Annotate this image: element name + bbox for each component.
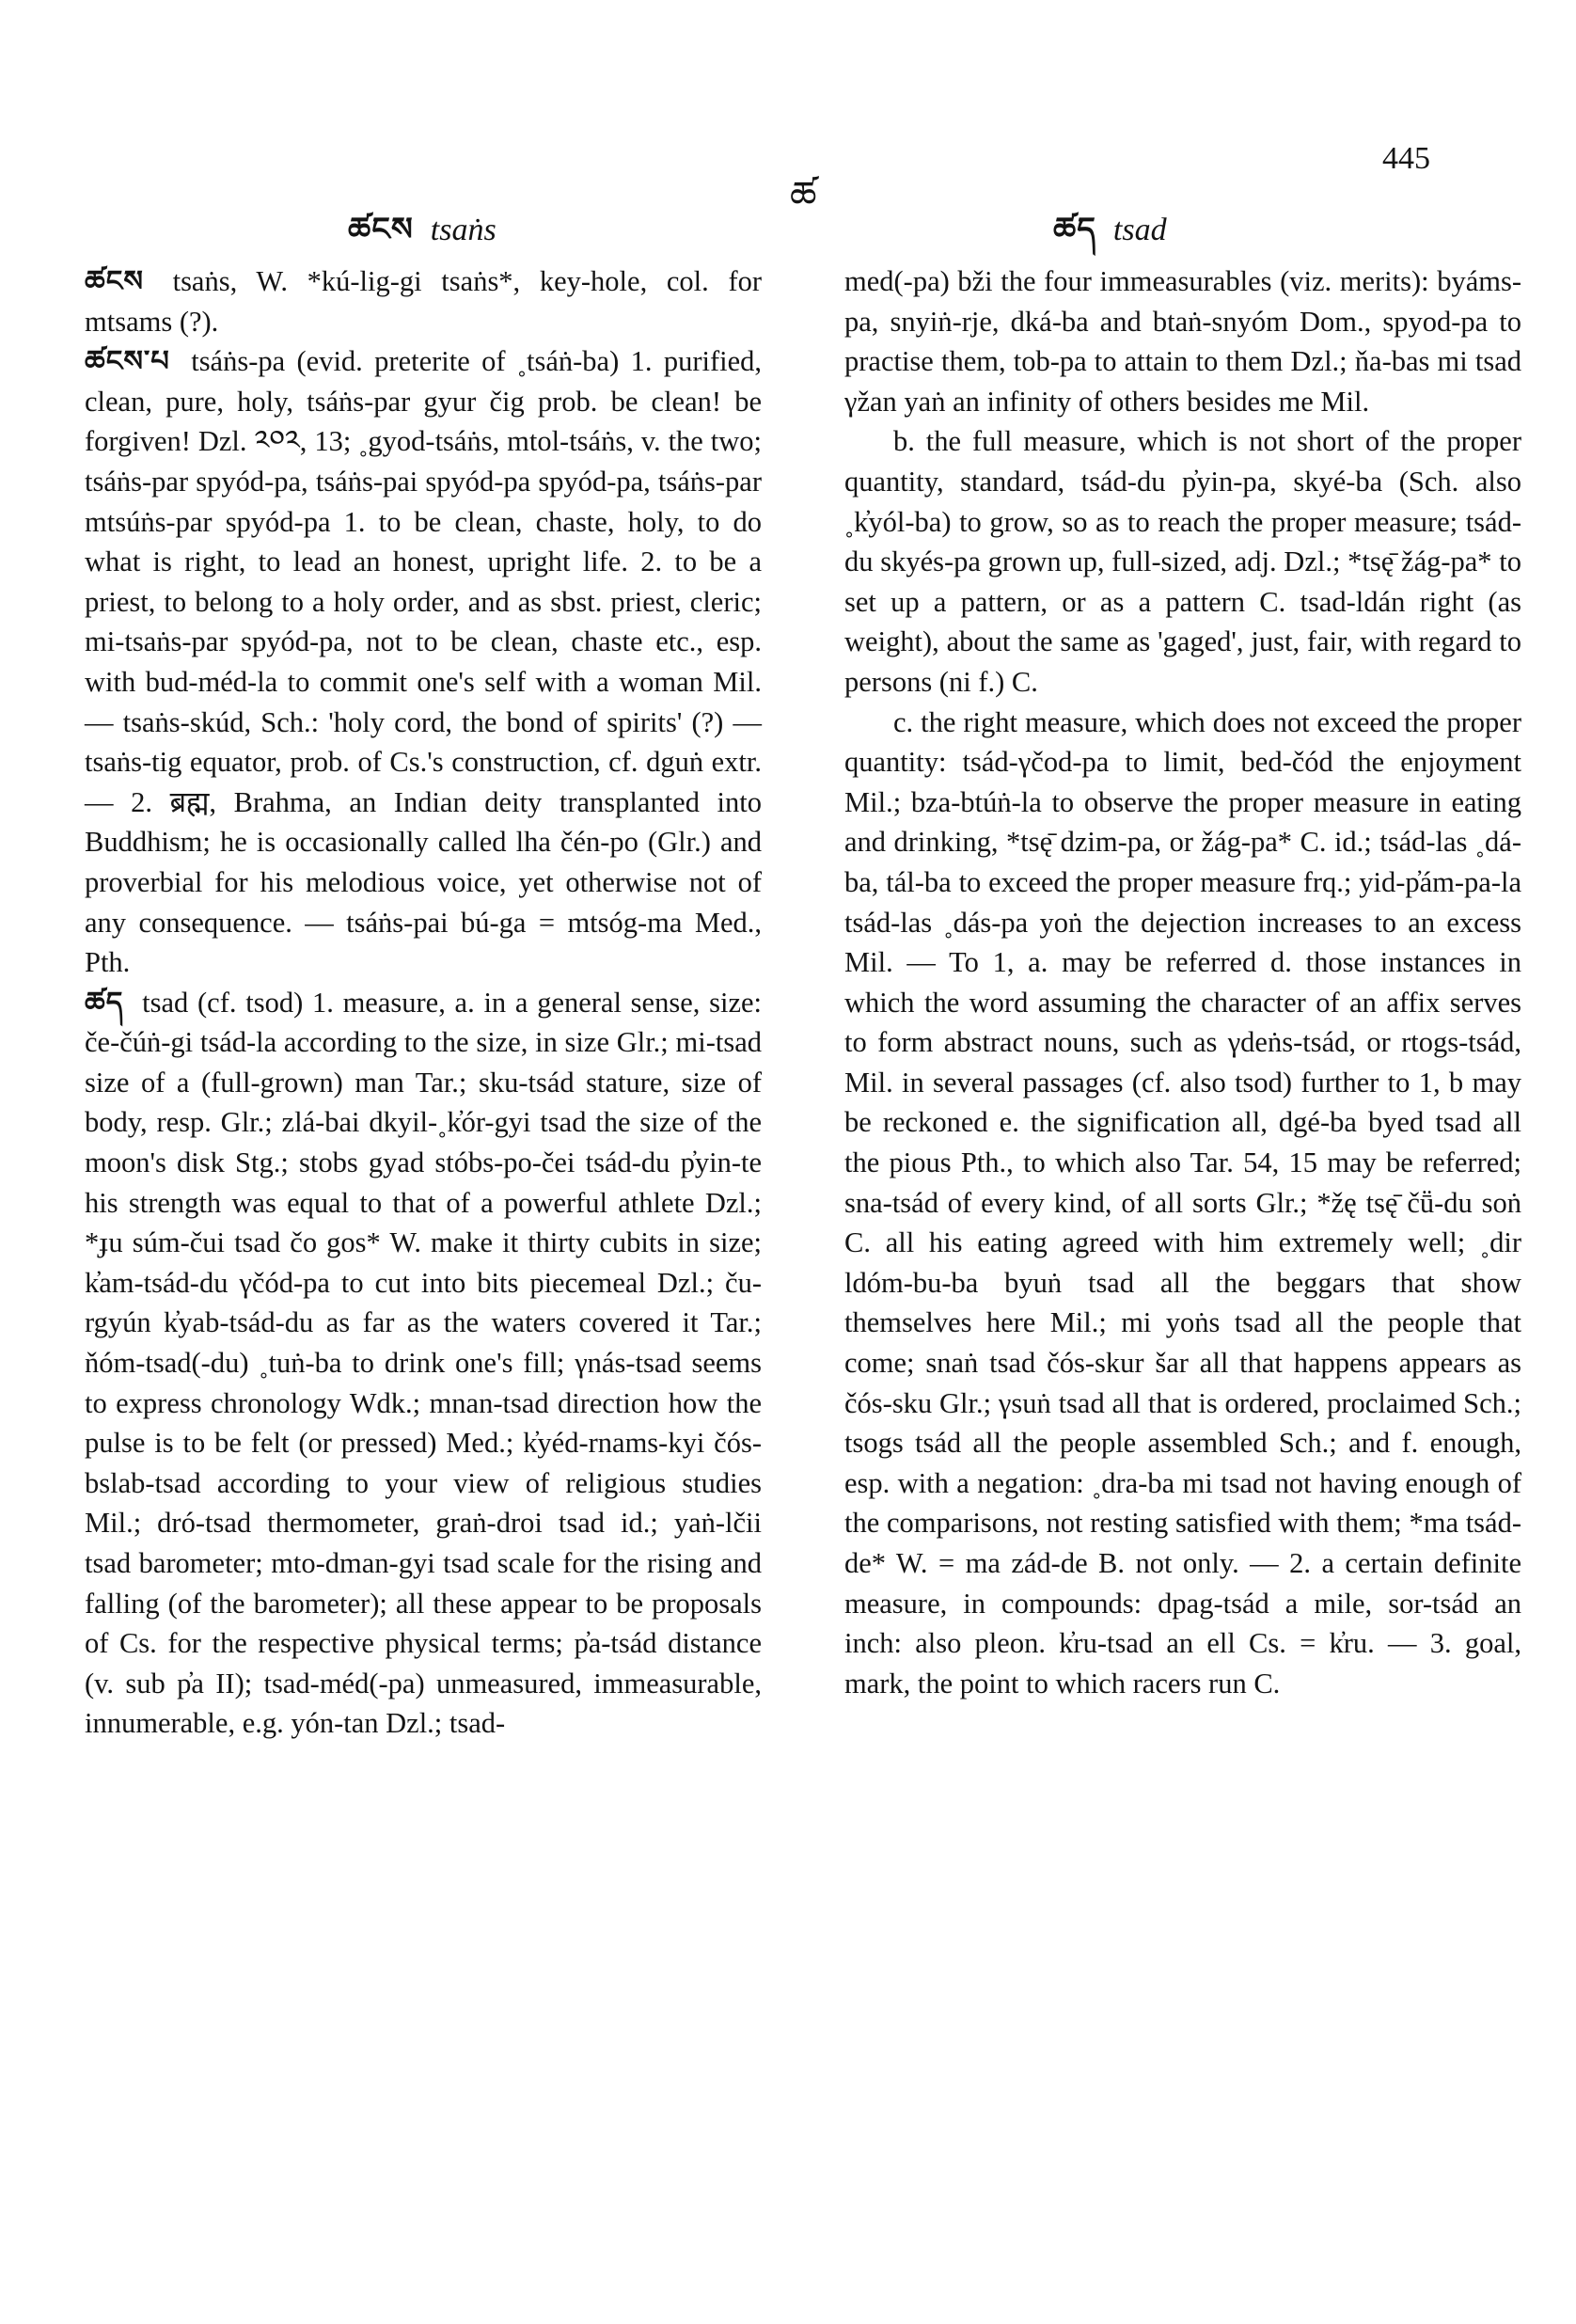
entry-tsad (85, 983, 762, 1744)
running-head-left-tibetan: ཚངས (348, 213, 414, 247)
entry-headword: ཚད (85, 986, 124, 1019)
entry-headword: ཚངས་པ (85, 345, 170, 378)
center-letter: ཚ (790, 174, 817, 216)
entry-headword: ཚངས (85, 265, 144, 297)
entry-text: tsad (cf. tsod) 1. measure, a. in a general sense, size: če-čúṅ-gi tsád-la according to the size, in size Glr.; mi-tsad size of a (full-grown) man Tar.; sku-tsád stature, size of body, resp. Glr.; zlá-bai dkyil-˳k̓ór-gyi tsad the size of the moon's disk Stg.; stobs gyad stóbs-po-čei tsád-du p̓yin-te his strength was equal to that of a powerful athlete Dzl.; *ɟu súm-čui tsad čo gos* W. make it thirty cubits in size; k̓am-tsád-du γčód-pa to cut into bits piecemeal Dzl.; ču-rgyún k̓yab-tsád-du as far as the waters covered it Tar.; ňóm-tsad(-du) ˳tuṅ-ba to drink one's fill; γnás-tsad seems to express chronology Wdk.; mnan-tsad direction how the pulse is to be felt (or pressed) Med.; k̓yéd-rnams-kyi čós-bslab-tsad according to your view of religious studies Mil.; dró-tsad thermometer, graṅ-droi tsad id.; yaṅ-lčii tsad barometer; mto-dman-gyi tsad scale for the rising and falling (of the barometer); all these appear to be proposals of Cs. for the respective physical terms; p̓a-tsád distance (v. sub p̓a II); tsad-méd(-pa) unmeasured, immeasurable, innumerable, e.g. yón-tan Dzl.; tsad- (85, 986, 763, 1740)
entry-tsans-pa (85, 341, 762, 983)
entry-text: tsáṅs-pa (evid. preterite of ˳tsáṅ-ba) 1. purified, clean, pure, holy, tsáṅs-par gyur čig prob. be clean! be forgiven! Dzl. ༢༠༢, 13; ˳gyod-tsáṅs, mtol-tsáṅs, v. the two; tsáṅs-par spyód-pa, tsáṅs-pai spyód-pa spyód-pa, tsáṅs-par mtsúṅs-par spyód-pa 1. to be clean, chaste, holy, to do what is right, to lead an honest, upright life. 2. to be a priest, to belong to a holy order, and as sbst. priest, cleric; mi-tsaṅs-par spyód-pa, not to be clean, chaste etc., esp. with bud-méd-la to commit one's self with a woman Mil. — tsaṅs-skúd, Sch.: 'holy cord, the bond of spirits' (?) — tsaṅs-tig equator, prob. of Cs.'s construction, cf. dguṅ extr. — 2. ब्रह्म, Brahma, an Indian deity transplanted into Buddhism; he is occasionally called lha čén-po (Glr.) and proverbial for his melodious voice, yet otherwise not of any consequence. — tsáṅs-pai bú-ga = mtsóg-ma Med., Pth. (85, 345, 762, 979)
running-head-left-word: tsaṅs (430, 213, 496, 247)
entry-text: tsaṅs, W. *kú-lig-gi tsaṅs*, key-hole, col. for mtsams (?). (85, 265, 763, 338)
running-head-right-word: tsad (1112, 213, 1167, 247)
left-column (85, 261, 762, 1744)
page-number: 445 (1382, 141, 1430, 176)
right-column (844, 261, 1521, 1703)
sense-b: b. the full measure, which is not short of the proper quantity, standard, tsád-du p̓yin-pa, skyé-ba (Sch. also ˳k̓yól-ba) to grow, so as to reach the proper measure; tsád-du skyés-pa grown up, full-sized, adj. Dzl.; *tsę̄ žág-pa* to set up a pattern, or as a pattern C. tsad-ldán right (as weight), about the same as 'gaged', just, fair, with regard to persons (ni f.) C. (844, 425, 1521, 698)
entry-continuation: med(-pa) bži the four immeasurables (viz. merits): byáms-pa, snyiṅ-rje, dká-ba and btaṅ-snyóm Dom., spyod-pa to practise them, tob-pa to attain to them Dzl.; ňa-bas mi tsad γžan yaṅ an infinity of others besides me Mil. (844, 265, 1521, 418)
entry-tsans (85, 261, 762, 341)
sense-c: c. the right measure, which does not exceed the proper quantity: tsád-γčod-pa to limit, bed-čód the enjoyment Mil.; bza-btúṅ-la to observe the proper measure in eating and drinking, *tsę̄ dzim-pa, or žág-pa* C. id.; tsád-las ˳dá-ba, tál-ba to exceed the proper measure frq.; yid-p̓ám-pa-la tsád-las ˳dás-pa yoṅ the dejection increases to an excess Mil. — To 1, a. may be referred d. those instances in which the word assuming the character of an affix serves to form abstract nouns, such as γdeṅs-tsád, or rtogs-tsád, Mil. in several passages (cf. also tsod) further to 1, b may be reckoned e. the signification all, dgé-ba byed tsad all the pious Pth., to which also Tar. 54, 15 may be referred; sna-tsád of every kind, of all sorts Glr.; *žę tsę̄ čṻ-du soṅ C. all his eating agreed with him extremely well; ˳dir ldóm-bu-ba byuṅ tsad all the beggars that show themselves here Mil.; mi yoṅs tsad all the people that come; snaṅ tsad čós-skur šar all that happens appears as čós-sku Glr.; γsuṅ tsad all that is ordered, proclaimed Sch.; tsogs tsád all the people assembled Sch.; and f. enough, esp. with a negation: ˳dra-ba mi tsad not having enough of the comparisons, not resting satisfied with them; *ma tsád-de* W. = ma zád-de B. not only. — 2. a certain definite measure, in compounds: dpag-tsád a mile, sor-tsád an inch: also pleon. k̓ru-tsad an ell Cs. = k̓ru. — 3. goal, mark, the point to which racers run C. (844, 705, 1521, 1700)
running-head-right-tibetan: ཚད (1053, 213, 1096, 247)
